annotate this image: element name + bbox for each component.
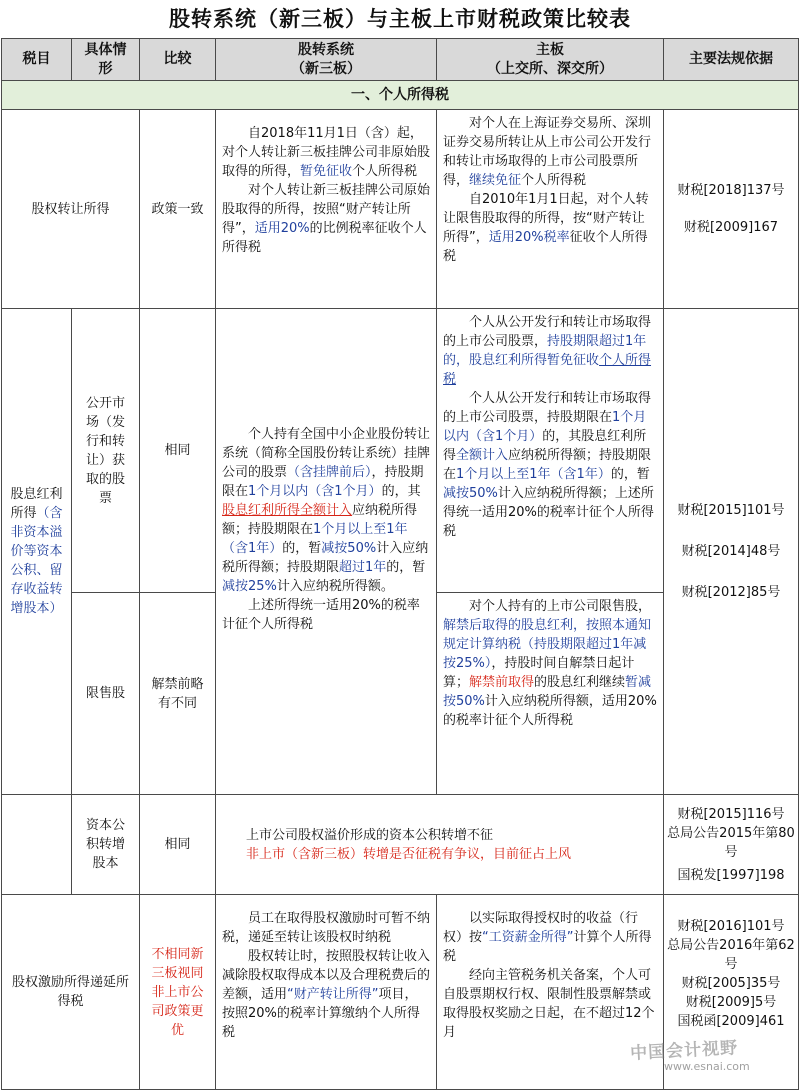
text: 计入应纳税所得额；持股期限 — [222, 541, 429, 575]
law-reference: 财税[2016]101号 — [677, 919, 785, 934]
header-neeq-line1: 股转系统 — [298, 41, 354, 58]
text: 对个人转让新三板挂牌公司原始股取得的所得，按照“财产转让所得”， — [222, 183, 431, 236]
capital-description — [215, 794, 664, 895]
equity-transfer-main-p2 — [443, 190, 657, 266]
incentive-compare — [139, 894, 216, 1090]
text: 个人持有全国中小企业股份转让系统（简称全国股份转让系统）挂牌公司的股票 — [222, 427, 431, 480]
highlight-text: （含挂牌前后） — [287, 465, 372, 480]
situation-label: 限售股 — [85, 686, 125, 701]
equity-transfer-main-p1 — [443, 114, 657, 190]
header-laws-label: 主要法规依据 — [689, 51, 773, 67]
compare-label: 不相同新三板视同非上市公司政策更优 — [151, 946, 204, 1038]
header-tax-item — [1, 38, 72, 81]
law-reference: 国税发[1997]198 — [677, 867, 785, 883]
law-reference: 财税[2014]48号 — [681, 544, 781, 559]
situation-label: 公开市场（发行和转让）获取的股票 — [85, 395, 125, 506]
header-main-line1: 主板 — [536, 41, 564, 58]
law-reference: 国税函[2009]461 — [677, 1014, 785, 1029]
highlight-text: “工资薪金所得” — [482, 930, 574, 945]
text: 计入应纳税所得额。 — [276, 579, 394, 594]
law-reference: 财税[2009]167 — [683, 220, 779, 235]
highlight-text: 1个月以内（含1个月） — [248, 484, 382, 499]
compare-label: 相同 — [164, 443, 191, 458]
header-main-board — [436, 38, 664, 81]
highlight-text: 解禁前取得 — [469, 675, 535, 690]
dividend-neeq — [215, 308, 437, 795]
highlight-text: 1个月以内（含1个月） — [443, 410, 647, 444]
header-neeq-line2: （新三板） — [291, 60, 361, 77]
highlight-text: 超过1年 — [339, 560, 387, 575]
text: 计入应纳税所得额，适用20%的税率计征个人所得税 — [443, 694, 657, 728]
incentive-item — [1, 894, 140, 1090]
highlight-text: 适用20% — [254, 221, 310, 236]
incentive-neeq-p1 — [222, 909, 430, 947]
text: 应纳税所得额；持股期限在 — [222, 503, 418, 537]
text: ，持股期限在 — [222, 465, 424, 499]
text: 个人所得税 — [521, 173, 587, 188]
equity-transfer-compare — [139, 109, 216, 309]
highlight-text: 减按50% — [443, 486, 498, 501]
dividend-restricted-main — [436, 592, 664, 795]
section-individual-income-tax — [1, 80, 799, 110]
incentive-neeq — [215, 894, 437, 1090]
header-compare-label: 比较 — [163, 51, 192, 67]
text: 个人从公开发行和转让市场取得的上市公司股票， — [443, 315, 652, 349]
text: 的，其股息红利所得 — [443, 429, 647, 463]
text: 应纳税所得额；持股期限在 — [443, 448, 652, 482]
text: 征收个人所得税 — [443, 230, 648, 264]
header-main-line2: （上交所、深交所） — [487, 60, 613, 77]
watermark-url: www.esnai.com — [664, 1060, 750, 1073]
text: 计入应纳税所得额；上述所得统一适用20%的税率计征个人所得税 — [443, 486, 654, 539]
equity-transfer-neeq-p1 — [222, 124, 430, 181]
law-reference: 财税[2018]137号 — [677, 183, 785, 198]
equity-transfer-compare-label: 政策一致 — [151, 201, 204, 217]
law-reference: 财税[2015]116号 — [677, 806, 785, 822]
text: 的股息红利继续 — [534, 675, 626, 690]
dividend-item — [1, 308, 72, 795]
watermark-logo: 中国会计视野 — [629, 1038, 739, 1064]
text: 的，其 — [381, 484, 421, 499]
equity-transfer-laws — [663, 109, 799, 309]
dividend-laws — [663, 308, 799, 795]
capital-laws — [663, 794, 799, 895]
highlight-text: 个人所得税 — [443, 353, 652, 387]
text: 个人从公开发行和转让市场取得的上市公司股票，持股期限在 — [443, 391, 652, 425]
highlight-text: 全额计入 — [456, 448, 509, 463]
capital-compare — [139, 794, 216, 895]
capital-line-1: 上市公司股权溢价形成的资本公积转增不征 — [246, 827, 494, 843]
highlight-text: 1个月以上至1年（含1年） — [222, 522, 408, 556]
text: 的，暂 — [610, 467, 650, 482]
header-laws — [663, 38, 799, 81]
text: 计算个人所得税 — [443, 930, 652, 964]
dividend-restricted-main-text — [443, 597, 657, 730]
highlight-text: 继续免征 — [469, 173, 522, 188]
text: 个人所得税 — [352, 164, 418, 179]
incentive-neeq-p2 — [222, 947, 430, 1042]
dividend-neeq-text-2 — [222, 596, 430, 634]
highlight-text: 暂减按50% — [443, 675, 652, 709]
situation-label: 资本公积转增股本 — [85, 818, 125, 871]
compare-label: 解禁前略有不同 — [151, 676, 204, 711]
header-situation-label: 具体情形 — [84, 41, 127, 77]
text: 的，暂 — [386, 560, 426, 575]
text: 自2010年1月1日起，对个人转让限售股取得的所得，按“财产转让所得”， — [443, 192, 649, 245]
dividend-public-main-p1 — [443, 313, 657, 389]
dividend-neeq-text — [222, 425, 430, 596]
text: 自2018年11月1日（含）起，对个人转让新三板挂牌公司非原始股取得的所得， — [222, 126, 431, 179]
highlight-text: 减按50% — [321, 541, 377, 556]
header-situation — [71, 38, 140, 81]
compare-label: 相同 — [164, 837, 191, 852]
highlight-text: 适用20%税率 — [488, 230, 570, 245]
text: 的，暂 — [282, 541, 322, 556]
highlight-text: 股息红利所得全额计入 — [222, 503, 353, 518]
highlight-text: 持股期限超过1年的，股息红利所得暂免征收 — [443, 334, 647, 368]
text: 对个人持有的上市公司限售股， — [469, 599, 652, 614]
text: 股息红利所得 — [10, 487, 63, 521]
text: 员工在取得股权激励时可暂不纳税，递延至转让该股权时纳税 — [222, 911, 431, 945]
law-reference: 总局公告2016年第62号 — [667, 938, 795, 972]
text: 以实际取得授权时的收益（行权）按 — [443, 911, 639, 945]
capital-situation — [71, 794, 140, 895]
text: 项目，按照20%的税率计算缴纳个人所得税 — [222, 987, 420, 1040]
law-reference: 财税[2009]5号 — [685, 995, 777, 1010]
equity-transfer-main — [436, 109, 664, 309]
text: 对个人在上海证券交易所、深圳证券交易所转让从上市公司公开发行和转让市场取得的上市公司股票所得， — [443, 116, 652, 188]
highlight-text: （含非资本溢价等资本公积、留存收益转增股本） — [10, 506, 63, 616]
highlight-text: “财产转让所得” — [287, 987, 379, 1002]
dividend-public-main-p2 — [443, 389, 657, 541]
text: 经向主管税务机关备案，个人可自股票期权行权、限制性股票解禁或取得股权奖励之日起，在不超过12个月 — [443, 968, 655, 1040]
equity-transfer-item-label: 股权转让所得 — [31, 201, 110, 217]
law-reference: 财税[2005]35号 — [681, 976, 781, 991]
incentive-main-p1 — [443, 909, 657, 966]
page-title: 股转系统（新三板）与主板上市财税政策比较表 — [169, 6, 631, 31]
text: 股权转让时，按照股权转让收入减除股权取得成本以及合理税费后的差额，适用 — [222, 949, 431, 1002]
highlight-text: 减按25% — [222, 579, 277, 594]
dividend-item-label — [6, 485, 67, 618]
law-reference: 财税[2012]85号 — [681, 585, 781, 600]
incentive-main-p2 — [443, 966, 657, 1042]
header-compare — [139, 38, 216, 81]
dividend-restricted-compare — [139, 592, 216, 795]
equity-transfer-neeq — [215, 109, 437, 309]
header-tax-item-label: 税目 — [22, 51, 51, 67]
capital-line-2: 非上市（含新三板）转增是否征税有争议，目前征占上风 — [246, 846, 572, 862]
text: 上述所得统一适用20%的税率计征个人所得税 — [222, 598, 420, 632]
dividend-public-compare — [139, 308, 216, 593]
header-neeq — [215, 38, 437, 81]
section-label: 一、个人所得税 — [351, 86, 449, 103]
text: ，持股时间自解禁日起计算； — [443, 656, 635, 690]
law-reference: 财税[2015]101号 — [677, 503, 785, 518]
capital-item-blank — [1, 794, 72, 895]
dividend-public-main — [436, 308, 664, 593]
dividend-restricted-situation — [71, 592, 140, 795]
equity-transfer-neeq-p2 — [222, 181, 430, 257]
text: 的比例税率征收个人所得税 — [222, 221, 427, 255]
highlight-text: 1个月以上至1年（含1年） — [456, 467, 611, 482]
highlight-text: 解禁后取得的股息红利，按照本通知规定计算纳税（持股期限超过1年减按25%） — [443, 618, 652, 671]
equity-transfer-item — [1, 109, 140, 309]
highlight-text: 暂免征收 — [300, 164, 353, 179]
incentive-item-label: 股权激励所得递延所得税 — [11, 975, 129, 1009]
law-reference: 总局公告2015年第80号 — [667, 825, 795, 860]
dividend-public-situation — [71, 308, 140, 593]
